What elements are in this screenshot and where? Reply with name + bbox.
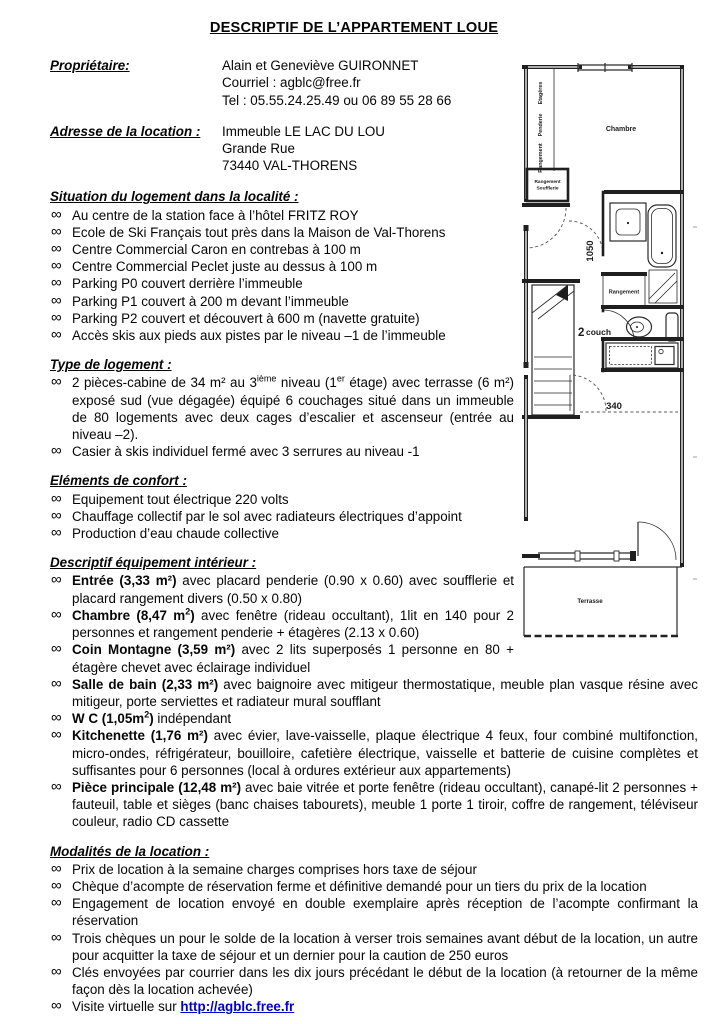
bullet-item [50,310,698,327]
bullet-item [50,275,698,292]
infinity-bullet-marker: ∞ [51,442,62,460]
bullet-text: Chèque d’acompte de réservation ferme et définitive demandé pour un tiers du prix de la location [72,878,647,894]
bullet-lead-text: ) [190,607,195,623]
bullet-lead-text: Entrée (3,33 m²) [72,573,177,589]
infinity-bullet-marker: ∞ [51,605,62,623]
infinity-bullet-marker: ∞ [51,240,62,258]
bullet-text: Accès skis aux pieds aux pistes par le niveau –1 de l’immeuble [72,328,446,344]
bullet-text: Casier à skis individuel fermé avec 3 serrures au niveau -1 [72,444,420,460]
section-modalites [50,843,698,1016]
owner-label: Propriétaire: [50,58,130,74]
infinity-bullet-marker: ∞ [51,674,62,692]
bullet-item [50,895,698,929]
document-sections [50,188,698,1015]
bullet-text: Centre Commercial Peclet juste au dessus à 100 m [72,259,378,275]
bullet-item [50,508,698,525]
bullet-item [50,878,698,895]
infinity-bullet-marker: ∞ [51,709,62,727]
bullet-item [50,727,698,779]
bullet-text: Visite virtuelle sur [72,999,181,1015]
plan-label-etageres: Etagères [538,81,544,105]
owner-block [50,57,514,109]
bullet-item [50,224,698,241]
bullet-lead-text: Chambre (8,47 m [72,607,186,623]
section-heading-confort: Eléments de confort : [50,473,187,489]
address-block [50,123,514,175]
infinity-bullet-marker: ∞ [51,859,62,877]
bullet-text: indépendant [153,711,232,727]
bullet-lead-text: Salle de bain (2,33 m²) [72,676,219,692]
bay-window-post [630,551,636,561]
bullet-text: Au centre de la station face à l’hôtel FRITZ ROY [72,207,359,223]
superscript-text: er [336,373,345,384]
bullet-text: avec fenêtre (rideau occultant), 1lit en 140 pour 2 personnes et rangement penderie + étagères (2.13 x 0.60) [72,607,514,641]
address-street: Grande Rue [222,141,295,157]
bullet-text: Chauffage collectif par le sol avec radiateurs électriques d’appoint [72,508,462,524]
bullet-text: Parking P2 couvert et découvert à 600 m (navette gratuite) [72,310,420,326]
section-heading-equipement: Descriptif équipement intérieur : [50,555,257,571]
owner-names: Alain et Geneviève GUIRONNET [222,58,419,74]
infinity-bullet-marker: ∞ [51,997,62,1015]
plan-label-penderie: Penderie [538,113,544,137]
infinity-bullet-marker: ∞ [51,291,62,309]
bullet-text: Prix de location à la semaine charges comprises hors taxe de séjour [72,861,477,877]
address-city: 73440 VAL-THORENS [222,158,358,174]
plan-label-terrasse: Terrasse [577,598,603,606]
bullet-item [50,779,698,831]
infinity-bullet-marker: ∞ [51,257,62,275]
bullet-item [50,491,698,508]
bullet-text: avec placard penderie (0.90 x 0.60) avec soufflerie et placard rangement divers (0.50 x 0.80) [72,573,514,606]
bullet-item [50,676,698,710]
infinity-bullet-marker: ∞ [51,308,62,326]
bullet-text: Trois chèques un pour le solde de la location à verser trois semaines avant début de la location, un autre pour acquitter la taxe de séjour et un dernier pour la caution de 250 euros [72,930,698,963]
plan-label-chambre: Chambre [605,126,637,134]
bullet-item [50,998,698,1015]
bullet-text: Clés envoyées par courrier dans les dix jours précédant le début de la location (à retourner de la même façon dès la location achevée) [72,964,698,998]
infinity-bullet-marker: ∞ [51,962,62,980]
section-equipement [50,554,698,830]
bullet-text: Parking P0 couvert derrière l’immeuble [72,276,303,292]
kitchen-sink [655,347,674,365]
bullet-item [50,964,698,998]
bullet-text: avec baignoire avec mitigeur thermostatique, meuble plan vasque résine avec mitigeur, porte serviettes et radiateur mural soufflant [72,676,698,709]
plan-label-2: 2 [578,327,585,340]
plan-label-soufflerie-1: Rangement [534,180,561,186]
infinity-bullet-marker: ∞ [51,876,62,894]
bullet-text: avec 2 lits superposés 1 personne en 80 + étagère chevet avec éclairage individuel [72,642,514,675]
bullet-item [50,293,698,310]
bullet-item [50,607,698,641]
infinity-bullet-marker: ∞ [51,222,62,240]
infinity-bullet-marker: ∞ [51,205,62,223]
bullet-text: avec baie vitrée et porte fenêtre (rideau occultant), canapé-lit 2 personnes + fauteuil, table et sièges (banc chaises tabourets), meuble 1 porte 1 tiroir, coffre de rangement, téléviseur couleur, radio CD cassette [72,779,699,830]
plan-label-rangement-strip: Rangement [538,143,544,173]
bullet-lead-text: Pièce principale (12,48 m²) [72,779,242,795]
infinity-bullet-marker: ∞ [51,894,62,912]
floor-plan-figure [522,59,698,647]
bullet-text: avec évier, lave-vaisselle, plaque électrique 4 feux, four combiné multifonction, micro-ondes, réfrigérateur, bouilloire, cafetière électrique, vaisselle et batterie de cuisine complètes et suffisantes pour 6 personnes (local à ordures extérieur aux appartements) [72,728,699,778]
section-situation [50,188,698,344]
owner-email: Courriel : agblc@free.fr [222,75,361,91]
bullet-item [50,930,698,964]
owner-phone: Tel : 05.55.24.25.49 ou 06 89 55 28 66 [222,92,452,108]
bullet-text: 2 pièces-cabine de 34 m² au 3 [72,375,257,391]
bullet-item [50,443,698,460]
bullet-item [50,572,698,606]
infinity-bullet-marker: ∞ [51,571,62,589]
infinity-bullet-marker: ∞ [51,640,62,658]
bullet-item [50,241,698,258]
bullet-text: étage) avec terrasse (6 m²) exposé sud (vue dégagée) équipé 6 couchages situé dans un immeuble de 80 logements avec deux cages d’escalier et ascenseur (entrée au niveau –2). [72,375,514,443]
plan-dim-340: 340 [606,401,622,413]
bullet-text: Ecole de Ski Français tout près dans la Maison de Val-Thorens [72,224,446,240]
infinity-bullet-marker: ∞ [51,489,62,507]
plan-label-rangement: Rangement [608,289,640,296]
bullet-text: Parking P1 couvert à 200 m devant l’immeuble [72,293,349,309]
virtual-tour-link[interactable]: http://agblc.free.fr [180,999,295,1015]
infinity-bullet-marker: ∞ [51,274,62,292]
bullet-item [50,207,698,224]
bullet-item [50,327,698,344]
plan-dim-1050: 1050 [585,240,596,262]
infinity-bullet-marker: ∞ [51,524,62,542]
chambre-window [578,63,632,72]
section-heading-modalites: Modalités de la location : [50,843,210,859]
address-label: Adresse de la location : [50,123,201,139]
infinity-bullet-marker: ∞ [51,777,62,795]
plan-soufflerie-closet [527,169,568,201]
infinity-bullet-marker: ∞ [51,928,62,946]
infinity-bullet-marker: ∞ [51,326,62,344]
bullet-item [50,525,698,542]
superscript-text: ième [256,373,277,384]
address-building: Immeuble LE LAC DU LOU [222,123,385,139]
section-heading-situation: Situation du logement dans la localité : [50,189,299,205]
bullet-item [50,641,698,675]
infinity-bullet-marker: ∞ [51,373,62,391]
bullet-lead-text: ) [149,711,154,727]
superscript-text: 2 [144,709,150,720]
floor-plan-drawing [522,59,698,643]
bullet-lead-text: Kitchenette (1,76 m²) [72,728,208,744]
bullet-item [50,710,698,727]
bullet-lead-text: W C (1,05m [72,711,145,727]
bullet-lead-text: Coin Montagne (3,59 m²) [72,642,236,658]
address-values [222,123,385,175]
bullet-text: niveau (1 [276,375,337,391]
bullet-item [50,258,698,275]
bullet-text: Production d’eau chaude collective [72,526,279,542]
bullet-item [50,861,698,878]
section-heading-type: Type de logement : [50,357,172,373]
page-title: DESCRIPTIF DE L’APPARTEMENT LOUE [209,20,499,36]
bullet-item [50,374,698,443]
infinity-bullet-marker: ∞ [51,726,62,744]
plan-label-soufflerie-2: Soufflerie [536,186,559,192]
plan-label-couch: couch [586,327,612,338]
owner-values [222,57,451,109]
infinity-bullet-marker: ∞ [51,506,62,524]
bullet-text: Equipement tout électrique 220 volts [72,491,289,507]
bullet-text: Engagement de location envoyé en double exemplaire après réception de l’acompte confirmant la réservation [72,896,698,929]
bullet-text: Centre Commercial Caron en contrebas à 100 m [72,242,361,258]
superscript-text: 2 [185,606,191,617]
